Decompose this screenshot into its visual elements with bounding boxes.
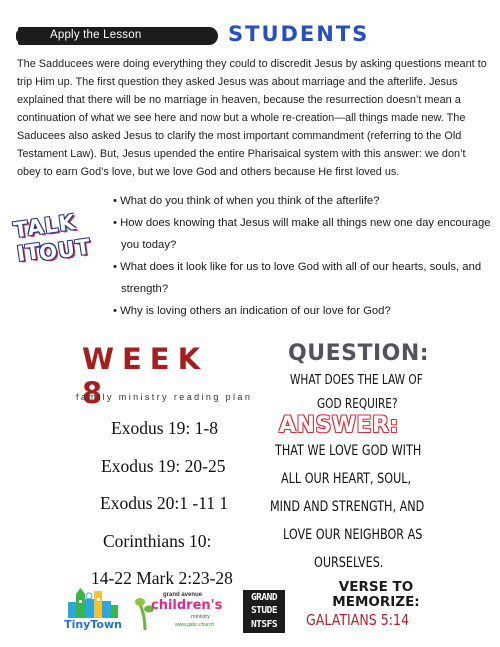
verse-heading-line2: MEMORIZE: [332,594,420,610]
talk-it-out-line1: TALK IT [12,209,78,267]
answer-line: MIND AND STRENGTH, AND [270,499,425,515]
question-heading: QUESTION: [288,341,430,366]
verse-reference: GALATIANS 5:14 [306,611,410,629]
discussion-question: • What does it look like for us to love God with all of our hearts, souls, and strength? [113,256,493,300]
answer-heading: ANSWER: [279,413,399,438]
talk-it-out-line2: OUT [37,234,93,266]
week-title: WEEK 8 [82,342,209,410]
grand-students-line: STUDE [250,605,278,617]
childrens-line2: children's [151,598,223,613]
intro-paragraph: The Sadducees were doing everything they could to discredit Jesus by asking questions meant to trip Him up. The first question they asked Jesus was about marriage and the afterlife. Jesus explained that there will be no marriage in heaven, because the resurrection doesn’t mean a continuation of what we see here and now but a whole re-creation—all things made new. The Saducees also asked Jesus to clarify the most important commandment (referring to the Old Testament Law). But, Jesus upended the entire Pharisaical system with this answer: we don’t obey to earn God’s love, but we love God and others because He first loved us. [17,58,487,178]
question-line: GOD REQUIRE? [317,396,398,412]
question-line: WHAT DOES THE LAW OF [290,372,423,388]
banner-label: Apply the Lesson [50,29,142,41]
tiny-town-logo [62,588,124,630]
discussion-question: • Why is loving others an indication of our love for God? [113,300,493,322]
answer-line: ALL OUR HEART, SOUL, [281,471,412,487]
answer-text [270,437,470,577]
question-text [290,368,460,416]
grand-students-line: NTSFS [250,618,278,630]
reading-item: Exodus 19: 20-25 [101,455,226,476]
tiny-town-text: TinyTown [64,618,122,630]
discussion-questions [113,190,493,322]
discussion-question: • How does knowing that Jesus will make all things new one day encourage you today? [113,212,493,256]
answer-line: LOVE OUR NEIGHBOR AS [283,527,423,543]
childrens-line4: www.gabc.church [175,622,215,628]
section-title: STUDENTS [228,22,370,46]
childrens-line3: ministry [191,614,210,620]
reading-plan-subtitle: family ministry reading plan [76,392,253,402]
reading-list [78,410,258,598]
grand-students-line: GRAND [250,592,278,603]
discussion-question: • What do you think of when you think of the afterlife? [113,190,493,212]
verse-heading [296,580,456,610]
verse-heading-line1: VERSE TO [338,579,414,595]
reading-item: Corinthians 10: [103,530,212,551]
answer-line: THAT WE LOVE GOD WITH [275,443,422,459]
reading-item: Exodus 19: 1-8 [111,418,218,438]
answer-line: OURSELVES. [314,555,384,571]
reading-item: Exodus 20:1 -11 1 [100,493,229,513]
reading-item: 14-22 Mark 2:23-28 [91,568,233,588]
grand-students-logo [243,590,285,633]
talk-it-out-graphic [12,209,107,267]
childrens-line1: grand avenue [163,592,203,598]
childrens-ministry-logo [135,592,231,632]
